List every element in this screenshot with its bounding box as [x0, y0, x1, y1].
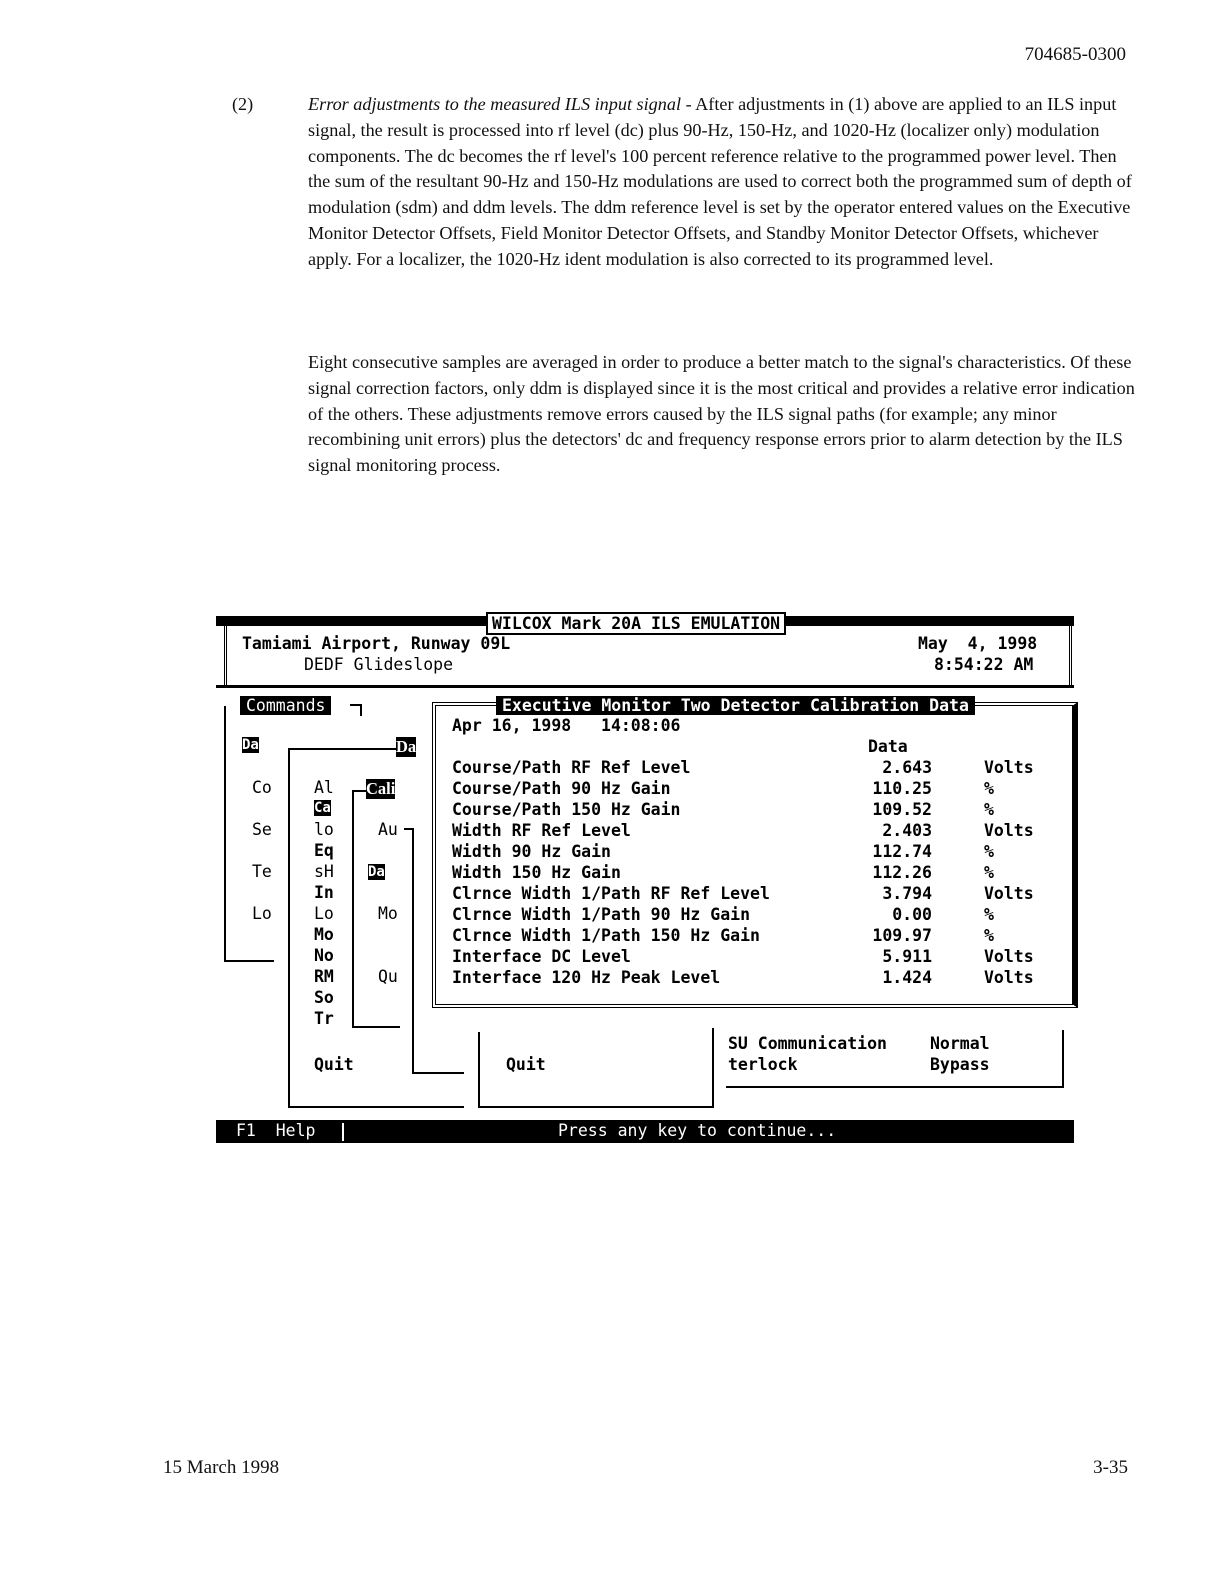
menu5-quit[interactable]: Quit [506, 1055, 546, 1074]
commands-label[interactable]: Commands [240, 696, 331, 715]
menu2-item-al[interactable]: Al [314, 778, 334, 797]
cal-row-unit: % [984, 800, 994, 819]
cal-row-unit: Volts [984, 821, 1034, 840]
menu1-item-te[interactable]: Te [252, 862, 272, 881]
item-marker: (2) [232, 94, 254, 114]
cal-row-label: Course/Path 90 Hz Gain [452, 779, 671, 798]
menu2-frame-left [288, 748, 290, 1108]
menu2-item-lo[interactable]: lo [314, 820, 334, 839]
cal-row-value: 109.52 [872, 800, 932, 819]
menu3-frame-left [352, 790, 354, 1028]
menu3-frame-top [352, 790, 366, 792]
menu1-item-co[interactable]: Co [252, 778, 272, 797]
cal-row-unit: % [984, 863, 994, 882]
cal-row-label: Width 150 Hz Gain [452, 863, 621, 882]
menu5-frame-left [478, 1032, 480, 1108]
cal-row-label: Course/Path RF Ref Level [452, 758, 691, 777]
data-column-header: Data [868, 737, 908, 756]
menu5-frame-right [712, 1028, 714, 1108]
menu2-header[interactable]: Da [396, 737, 417, 756]
cal-row-value: 109.97 [872, 926, 932, 945]
paragraph-1 [308, 92, 1138, 273]
status-message: Press any key to continue... [558, 1121, 837, 1140]
cal-row-unit: % [984, 905, 994, 924]
cal-row-value: 0.00 [892, 905, 932, 924]
cal-row-label: Width 90 Hz Gain [452, 842, 611, 861]
menu1-item-data[interactable]: Da [242, 737, 259, 753]
menu2-item-mo[interactable]: Mo [314, 925, 334, 944]
menu1-item-se[interactable]: Se [252, 820, 272, 839]
menu3-item-da[interactable]: Da [368, 864, 385, 880]
menu5-frame-bottom [478, 1106, 714, 1108]
menu2-quit[interactable]: Quit [314, 1055, 354, 1074]
help-key[interactable]: F1 Help [236, 1121, 316, 1140]
menu3-item-au[interactable]: Au [378, 820, 398, 839]
header-bottom-bar [216, 685, 1074, 688]
menu2-item-in[interactable]: In [314, 883, 334, 902]
status-label-1: SU Communication [728, 1034, 887, 1053]
cal-row-label: Clrnce Width 1/Path 90 Hz Gain [452, 905, 751, 924]
menu3-header[interactable]: Cali [366, 779, 396, 798]
menu4-frame-left [412, 828, 414, 1074]
paragraph-1-text: - After adjustments in (1) above are applied to an ILS input signal, the result is processed into rf level (dc) plus 90-Hz, 150-Hz, and 1020-Hz (localizer only) modulation components. The dc becomes the rf level's 100 percent reference relative to the programmed power level. Then the sum of the resultant 90-Hz and 150-Hz modulations are used to correct both the programmed sum of depth of modulation (sdm) and ddm levels. The ddm reference level is set by the operator entered values on the Executive Monitor Detector Offsets, Field Monitor Detector Offsets, and Standby Monitor Detector Offsets, whichever apply. For a localizer, the 1020-Hz ident modulation is also corrected to its programmed level. [308, 94, 1132, 269]
cal-row-label: Course/Path 150 Hz Gain [452, 800, 681, 819]
cal-row-value: 3.794 [882, 884, 932, 903]
cal-row-label: Interface DC Level [452, 947, 631, 966]
footer-date: 15 March 1998 [163, 1457, 280, 1478]
site-name: Tamiami Airport, Runway 09L [242, 634, 511, 653]
cal-row-value: 1.424 [882, 968, 932, 987]
menu3-item-mo[interactable]: Mo [378, 904, 398, 923]
menu2-item-ca[interactable]: Ca [314, 800, 331, 816]
cal-row-unit: Volts [984, 947, 1034, 966]
menu1-item-lo[interactable]: Lo [252, 904, 272, 923]
menu2-item-tr[interactable]: Tr [314, 1009, 334, 1028]
cal-row-value: 112.74 [872, 842, 932, 861]
commands-frame-bottom [224, 960, 274, 962]
menu3-frame-bottom [352, 1026, 400, 1028]
cal-row-unit: % [984, 926, 994, 945]
screen-title: WILCOX Mark 20A ILS EMULATION [486, 612, 786, 635]
menu2-frame-top [288, 748, 400, 750]
cal-row-unit: Volts [984, 758, 1034, 777]
commands-frame-tick [360, 704, 362, 716]
status-label-2: terlock [728, 1055, 798, 1074]
menu2-frame-bottom [288, 1106, 464, 1108]
cal-row-unit: Volts [984, 884, 1034, 903]
cal-row-unit: Volts [984, 968, 1034, 987]
cal-row-unit: % [984, 842, 994, 861]
menu3-item-qu[interactable]: Qu [378, 967, 398, 986]
menu2-item-no[interactable]: No [314, 946, 334, 965]
item-title: Error adjustments to the measured ILS input signal [308, 94, 682, 114]
cal-row-value: 5.911 [882, 947, 932, 966]
calibration-title: Executive Monitor Two Detector Calibration Data [496, 696, 975, 715]
paragraph-2: Eight consecutive samples are averaged in order to produce a better match to the signal's characteristics. Of these signal correction factors, only ddm is displayed since it is the most critical and provides a relative error indication of the others. These adjustments remove errors caused by the ILS signal paths (for example; any minor recombining unit errors) plus the detectors' dc and frequency response errors prior to alarm detection by the ILS signal monitoring process. [308, 352, 1135, 476]
status-value-2: Bypass [930, 1055, 990, 1074]
station-name: DEDF Glideslope [304, 655, 454, 674]
cal-row-value: 112.26 [872, 863, 932, 882]
menu2-item-lo2[interactable]: Lo [314, 904, 334, 923]
status-panel-bottom [726, 1086, 1064, 1088]
status-panel-right [1062, 1030, 1064, 1088]
commands-frame-left [224, 706, 226, 962]
screen-time: 8:54:22 AM [934, 655, 1034, 674]
menu2-item-eq[interactable]: Eq [314, 841, 334, 860]
status-value-1: Normal [930, 1034, 990, 1053]
cal-row-label: Clrnce Width 1/Path RF Ref Level [452, 884, 770, 903]
cal-row-value: 2.403 [882, 821, 932, 840]
emulator-screen [216, 610, 1074, 1143]
status-divider [342, 1123, 344, 1141]
footer-page-number: 3-35 [1093, 1457, 1128, 1478]
cal-row-value: 110.25 [872, 779, 932, 798]
status-bar [216, 1120, 1074, 1143]
menu2-item-sh[interactable]: sH [314, 862, 334, 881]
cal-row-label: Interface 120 Hz Peak Level [452, 968, 721, 987]
cal-row-value: 2.643 [882, 758, 932, 777]
menu4-frame-bottom [412, 1072, 464, 1074]
cal-row-label: Clrnce Width 1/Path 150 Hz Gain [452, 926, 760, 945]
menu2-item-rm[interactable]: RM [314, 967, 334, 986]
document-number: 704685-0300 [1024, 44, 1126, 65]
menu2-item-so[interactable]: So [314, 988, 334, 1007]
calibration-timestamp: Apr 16, 1998 14:08:06 [452, 716, 681, 735]
screen-date: May 4, 1998 [918, 634, 1038, 653]
menu4-frame-top [404, 828, 414, 830]
cal-row-unit: % [984, 779, 994, 798]
cal-row-label: Width RF Ref Level [452, 821, 631, 840]
